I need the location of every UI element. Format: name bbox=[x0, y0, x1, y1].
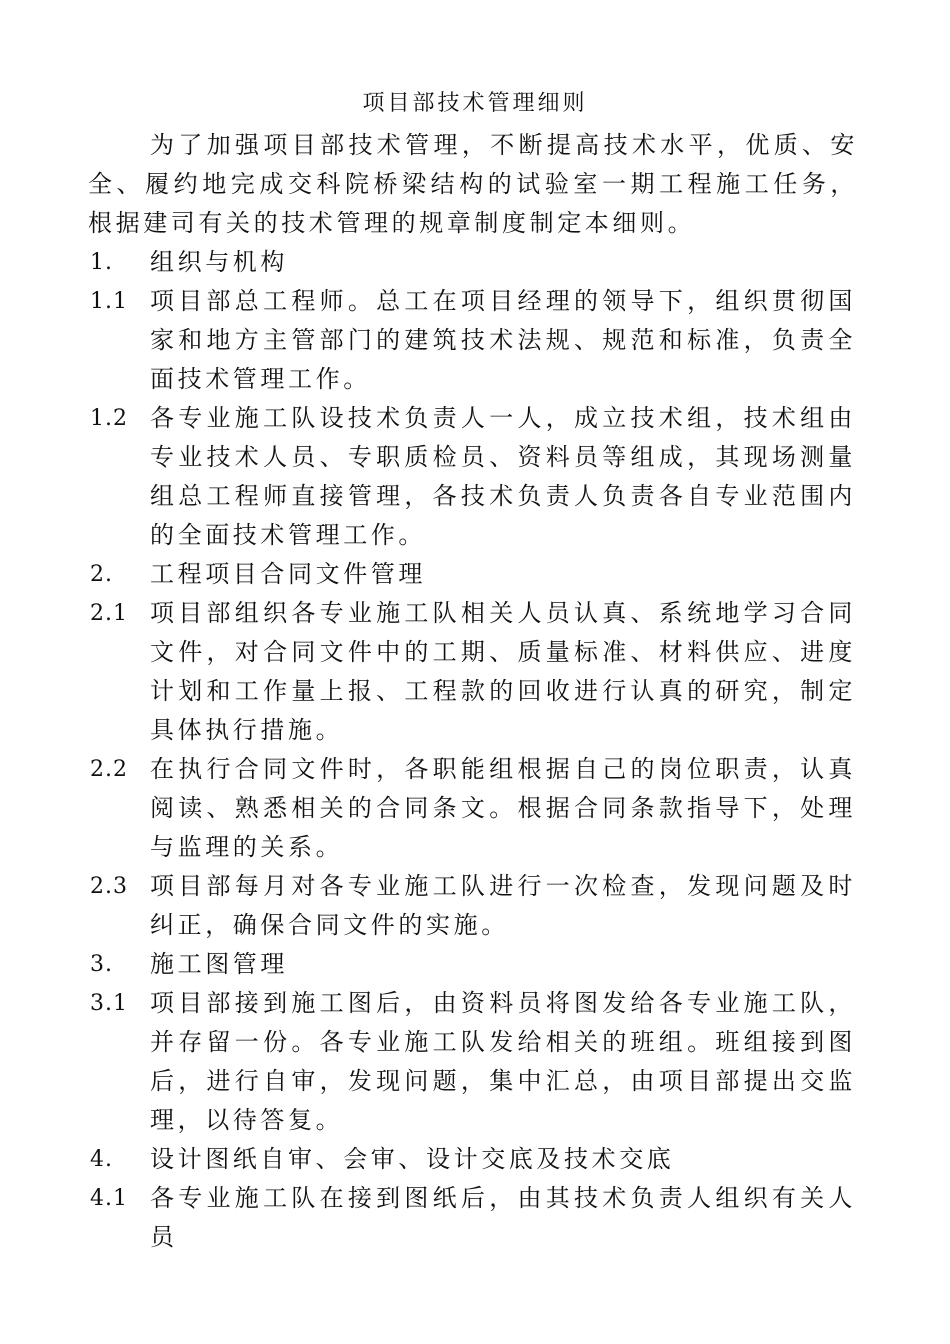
clause-item bbox=[0, 750, 950, 867]
item-number: 3. bbox=[90, 952, 113, 977]
item-text: 组织与机构 bbox=[150, 248, 288, 276]
item-number: 4.1 bbox=[90, 1186, 128, 1211]
item-number: 4. bbox=[90, 1147, 113, 1172]
item-text: 工程项目合同文件管理 bbox=[150, 560, 426, 588]
section-heading bbox=[0, 243, 950, 282]
item-text: 设计图纸自审、会审、设计交底及技术交底 bbox=[150, 1145, 675, 1173]
clause-item bbox=[0, 594, 950, 750]
item-text: 项目部每月对各专业施工队进行一次检查，发现问题及时纠正，确保合同文件的实施。 bbox=[150, 872, 856, 939]
clause-item bbox=[0, 399, 950, 555]
sections-list bbox=[0, 243, 950, 1257]
section-heading bbox=[0, 555, 950, 594]
item-number: 2.1 bbox=[90, 601, 128, 626]
section-heading bbox=[0, 1140, 950, 1179]
item-text: 各专业施工队在接到图纸后，由其技术负责人组织有关人员 bbox=[150, 1184, 856, 1251]
item-number: 1. bbox=[90, 250, 113, 275]
section-heading bbox=[0, 945, 950, 984]
clause-item bbox=[0, 282, 950, 399]
clause-item bbox=[0, 984, 950, 1140]
item-text: 项目部接到施工图后，由资料员将图发给各专业施工队，并存留一份。各专业施工队发给相关的班组。班组接到图后，进行自审，发现问题，集中汇总，由项目部提出交监理，以待答复。 bbox=[150, 989, 856, 1134]
document-title: 项目部技术管理细则 bbox=[362, 91, 588, 116]
clause-item bbox=[0, 1179, 950, 1257]
item-number: 1.2 bbox=[90, 406, 128, 431]
item-text: 项目部总工程师。总工在项目经理的领导下，组织贯彻国家和地方主管部门的建筑技术法规、规范和标准，负责全面技术管理工作。 bbox=[150, 287, 856, 393]
item-number: 3.1 bbox=[90, 991, 128, 1016]
item-number: 1.1 bbox=[90, 289, 128, 314]
item-text: 施工图管理 bbox=[150, 950, 288, 978]
intro-paragraph: 为了加强项目部技术管理，不断提高技术水平，优质、安全、履约地完成交科院桥梁结构的试验室一期工程施工任务，根据建司有关的技术管理的规章制度制定本细则。 bbox=[88, 131, 858, 237]
item-number: 2. bbox=[90, 562, 113, 587]
clause-item bbox=[0, 867, 950, 945]
item-number: 2.2 bbox=[90, 757, 128, 782]
item-text: 在执行合同文件时，各职能组根据自己的岗位职责，认真阅读、熟悉相关的合同条文。根据合同条款指导下，处理与监理的关系。 bbox=[150, 755, 856, 861]
item-text: 项目部组织各专业施工队相关人员认真、系统地学习合同文件，对合同文件中的工期、质量标准、材料供应、进度计划和工作量上报、工程款的回收进行认真的研究，制定具体执行措施。 bbox=[150, 599, 856, 744]
item-text: 各专业施工队设技术负责人一人，成立技术组，技术组由专业技术人员、专职质检员、资料员等组成，其现场测量组总工程师直接管理，各技术负责人负责各自专业范围内的全面技术管理工作。 bbox=[150, 404, 856, 549]
item-number: 2.3 bbox=[90, 874, 128, 899]
